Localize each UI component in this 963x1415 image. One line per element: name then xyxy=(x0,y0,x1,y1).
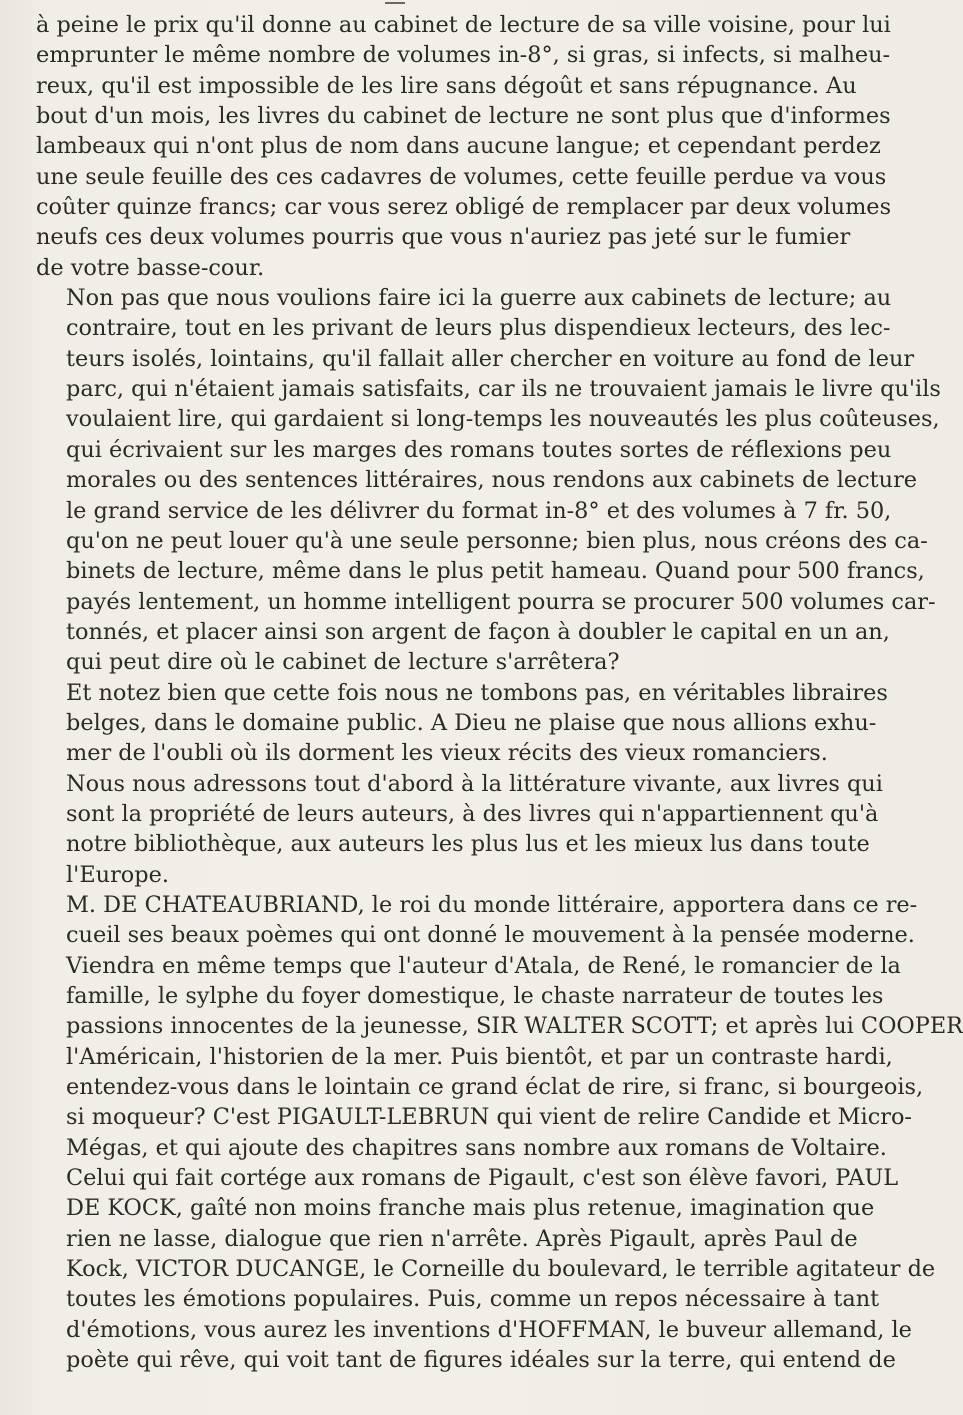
text-line: rien ne lasse, dialogue que rien n'arrête. Après Pigault, après Paul de xyxy=(66,1225,858,1252)
text-line: reux, qu'il est impossible de les lire sans dégoût et sans répugnance. Au xyxy=(36,72,857,99)
text-line: Celui qui fait cortége aux romans de Pigault, c'est son élève favori, PAUL xyxy=(66,1165,899,1192)
paragraph-3 xyxy=(36,678,888,890)
text-line: l'Américain, l'historien de la mer. Puis bientôt, et par un contraste hardi, xyxy=(66,1043,893,1070)
text-line: qu'on ne peut louer qu'à une seule personne; bien plus, nous créons des ca- xyxy=(66,527,928,554)
text-line: qui peut dire où le cabinet de lecture s'arrêtera? xyxy=(66,649,620,676)
text-line: Viendra en même temps que l'auteur d'Atala, de René, le romancier de la xyxy=(66,952,901,979)
text-line: payés lentement, un homme intelligent pourra se procurer 500 volumes car- xyxy=(66,588,936,615)
text-line: poète qui rêve, qui voit tant de figures idéales sur la terre, qui entend de xyxy=(66,1347,896,1374)
text-line: le grand service de les délivrer du format in-8° et des volumes à 7 fr. 50, xyxy=(66,497,892,524)
text-line: notre bibliothèque, aux auteurs les plus lus et les mieux lus dans toute xyxy=(66,831,870,858)
text-line: à peine le prix qu'il donne au cabinet de lecture de sa ville voisine, pour lui xyxy=(36,12,891,38)
text-line: emprunter le même nombre de volumes in-8°, si gras, si infects, si malheu- xyxy=(36,42,891,69)
text-line: si moqueur? C'est PIGAULT-LEBRUN qui vient de relire Candide et Micro- xyxy=(66,1104,912,1131)
text-line: Non pas que nous voulions faire ici la guerre aux cabinets de lecture; au xyxy=(66,285,892,312)
text-line: Nous nous adressons tout d'abord à la littérature vivante, aux livres qui xyxy=(66,770,883,797)
text-line: famille, le sylphe du foyer domestique, le chaste narrateur de toutes les xyxy=(66,983,884,1009)
text-line: belges, dans le domaine public. A Dieu ne plaise que nous allions exhu- xyxy=(66,709,877,736)
text-line: tonnés, et placer ainsi son argent de façon à doubler le capital en un an, xyxy=(66,618,890,645)
text-line: voulaient lire, qui gardaient si long-temps les nouveautés les plus coûteuses, xyxy=(66,406,940,433)
text-line: DE KOCK, gaîté non moins franche mais plus retenue, imagination que xyxy=(66,1195,875,1222)
text-line: M. DE CHATEAUBRIAND, le roi du monde littéraire, apportera dans ce re- xyxy=(66,891,918,918)
text-line: contraire, tout en les privant de leurs plus dispendieux lecteurs, des lec- xyxy=(66,315,891,342)
text-line: Kock, VICTOR DUCANGE, le Corneille du boulevard, le terrible agitateur de xyxy=(66,1256,936,1283)
text-line: qui écrivaient sur les marges des romans toutes sortes de réflexions peu xyxy=(66,436,892,463)
text-line: Mégas, et qui ajoute des chapitres sans nombre aux romans de Voltaire. xyxy=(66,1134,887,1161)
text-line: binets de lecture, même dans le plus petit hameau. Quand pour 500 francs, xyxy=(66,558,925,585)
page-text xyxy=(36,10,963,1375)
text-line: passions innocentes de la jeunesse, SIR WALTER SCOTT; et après lui COOPER xyxy=(66,1013,963,1040)
paragraph-1 xyxy=(36,10,892,283)
text-line: une seule feuille des ces cadavres de volumes, cette feuille perdue va vous xyxy=(36,163,887,190)
text-line: l'Europe. xyxy=(66,861,169,888)
text-line: neufs ces deux volumes pourris que vous n'auriez pas jeté sur le fumier xyxy=(36,224,851,251)
text-line: coûter quinze francs; car vous serez obligé de remplacer par deux volumes xyxy=(36,194,892,221)
text-line: Et notez bien que cette fois nous ne tombons pas, en véritables libraires xyxy=(66,679,888,706)
text-line: toutes les émotions populaires. Puis, comme un repos nécessaire à tant xyxy=(66,1286,880,1313)
paragraph-2 xyxy=(36,283,941,677)
text-line: mer de l'oubli où ils dorment les vieux récits des vieux romanciers. xyxy=(66,740,828,767)
text-line: lambeaux qui n'ont plus de nom dans aucune langue; et cependant perdez xyxy=(36,133,881,160)
text-line: morales ou des sentences littéraires, nous rendons aux cabinets de lecture xyxy=(66,467,918,494)
text-line: bout d'un mois, les livres du cabinet de lecture ne sont plus que d'informes xyxy=(36,103,891,130)
text-line: teurs isolés, lointains, qu'il fallait aller chercher en voiture au fond de leur xyxy=(66,345,915,372)
text-line: entendez-vous dans le lointain ce grand éclat de rire, si franc, si bourgeois, xyxy=(66,1074,924,1101)
text-line: de votre basse-cour. xyxy=(36,254,265,281)
text-line: parc, qui n'étaient jamais satisfaits, car ils ne trouvaient jamais le livre qu'ils xyxy=(66,376,941,403)
text-line: d'émotions, vous aurez les inventions d'HOFFMAN, le buveur allemand, le xyxy=(66,1316,912,1343)
paragraph-4 xyxy=(36,890,963,1376)
text-line: cueil ses beaux poèmes qui ont donné le mouvement à la pensée moderne. xyxy=(66,922,915,949)
text-line: sont la propriété de leurs auteurs, à des livres qui n'appartiennent qu'à xyxy=(66,800,879,827)
page-top-mark xyxy=(385,2,405,4)
